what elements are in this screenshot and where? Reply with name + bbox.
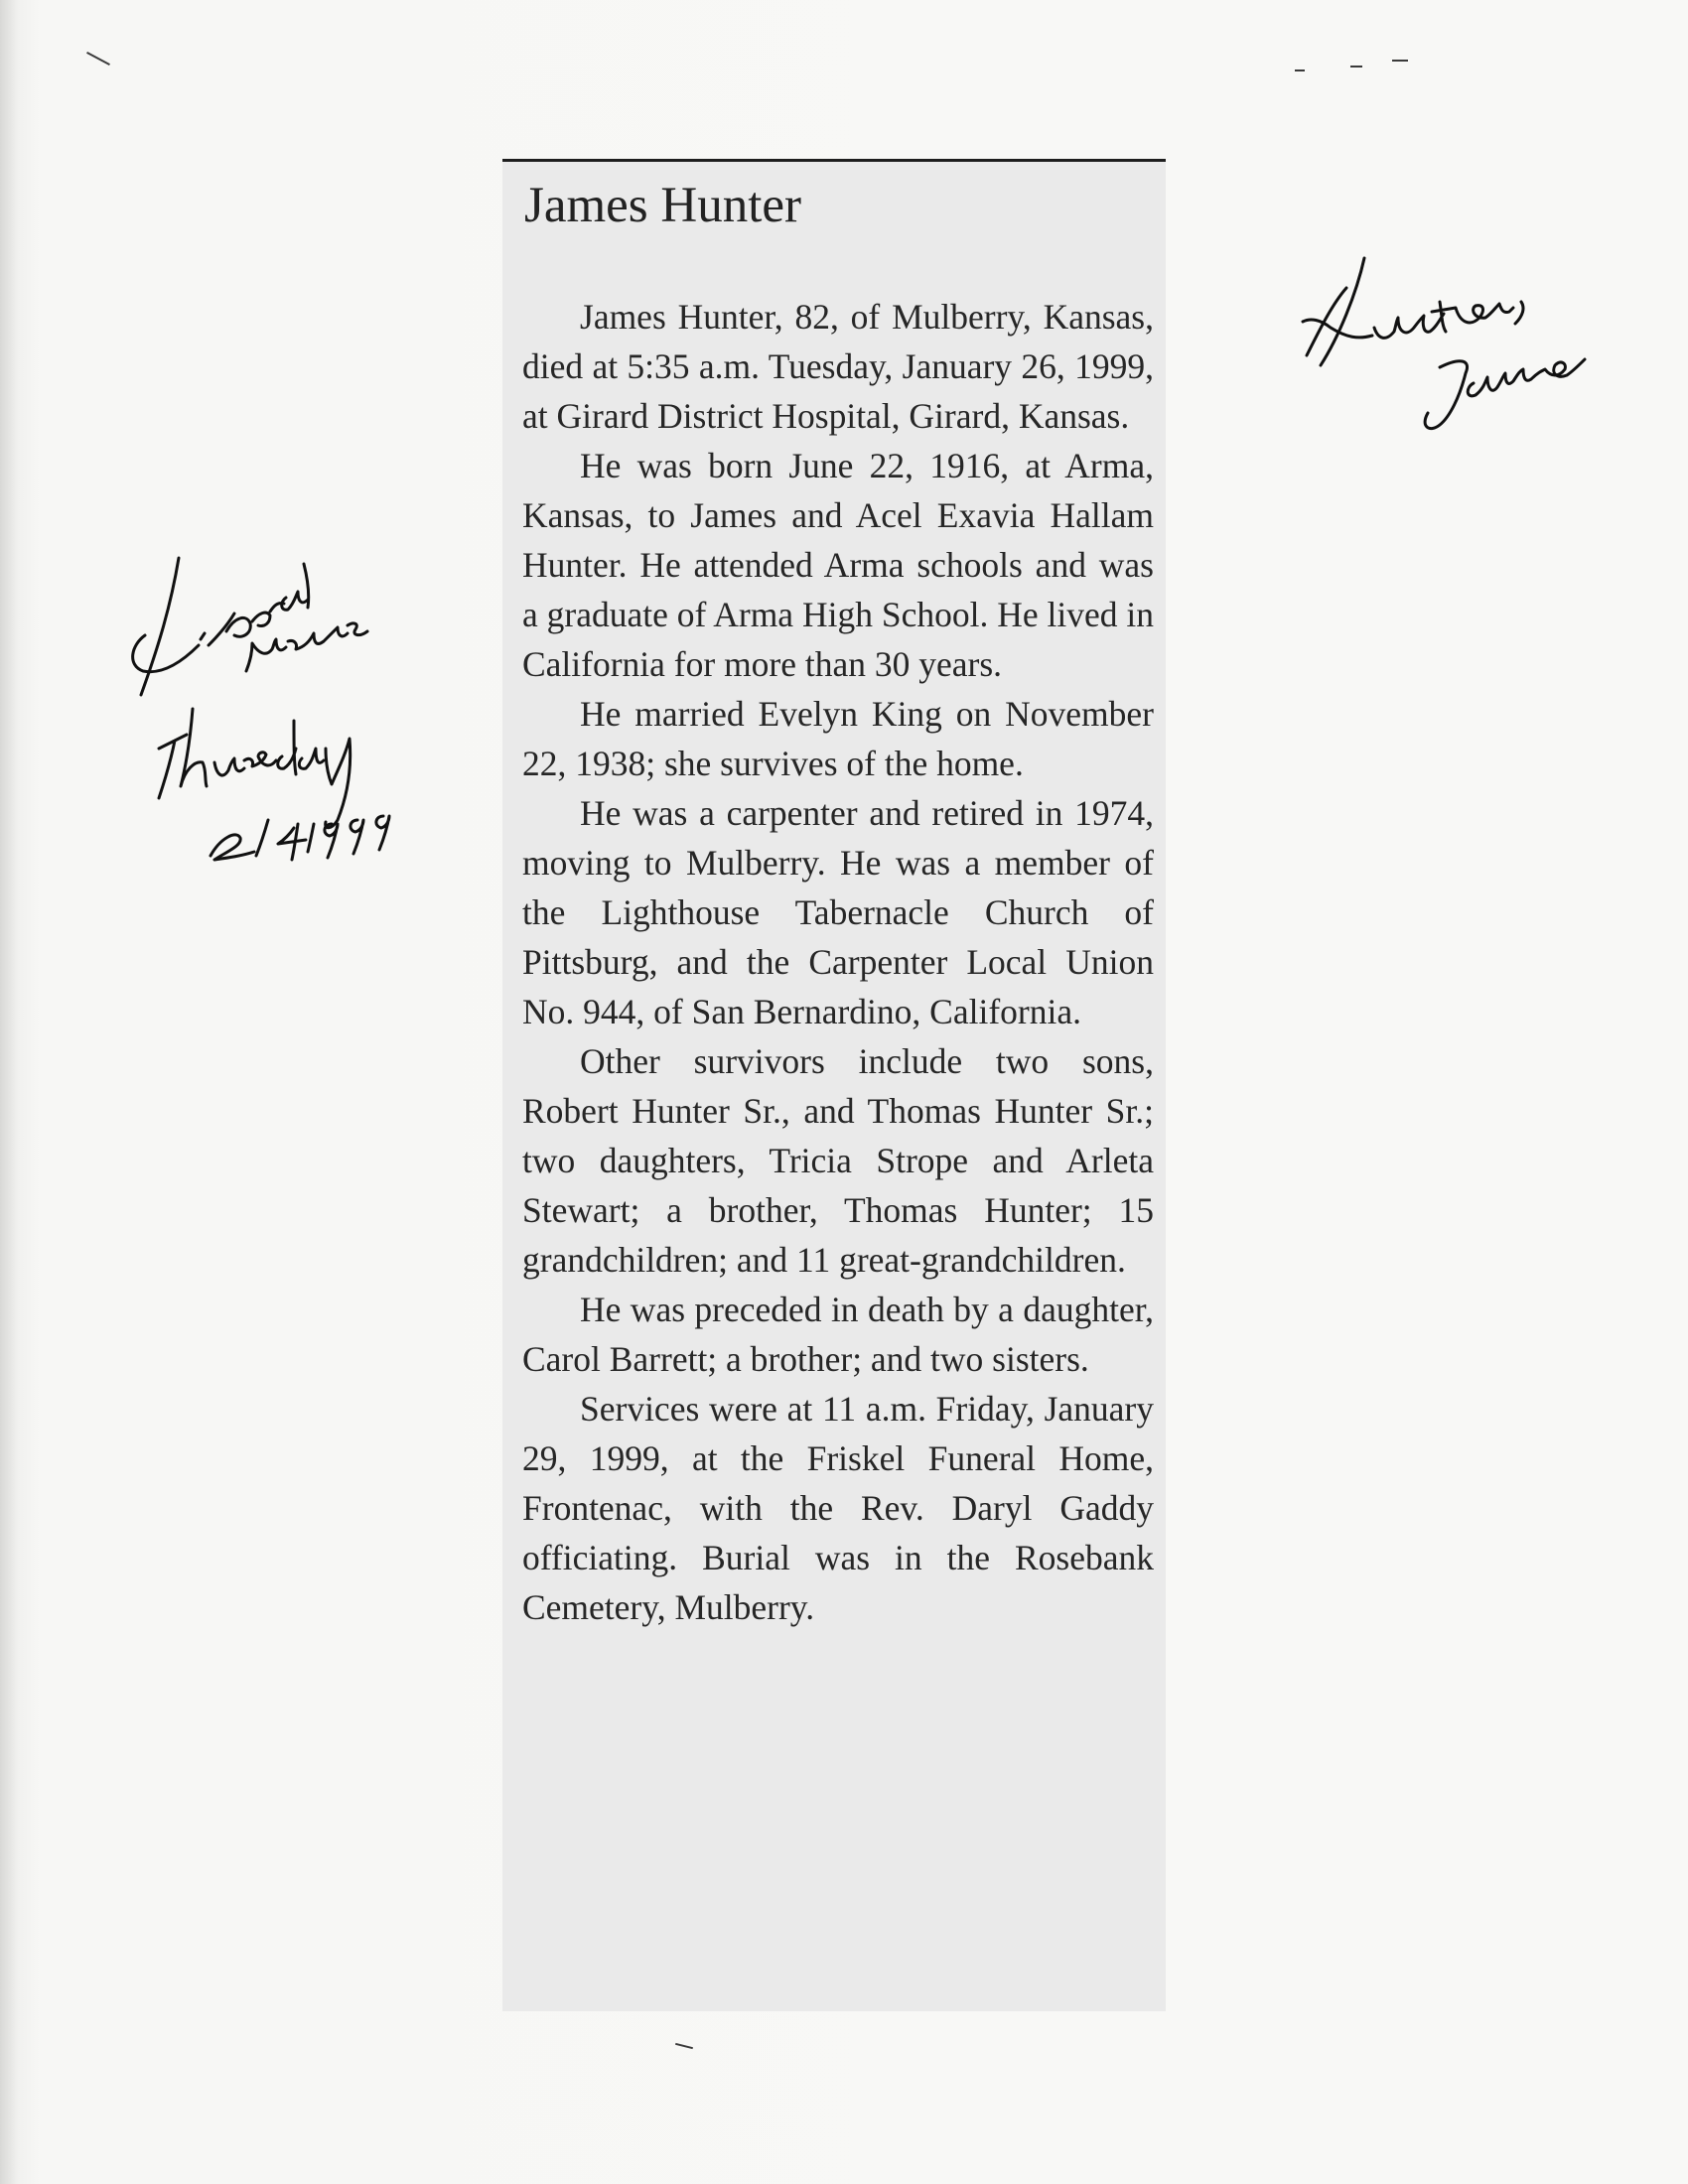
obituary-paragraph: He was a carpenter and retired in 1974, moving to Mulberry. He was a member of the Lighthouse Tabernacle Church of Pittsburg, and the Carpenter Local Union No. 944, of San Bernardino, California. [522, 793, 1154, 1031]
scan-speck [675, 2043, 693, 2049]
obituary-paragraph: Services were at 11 a.m. Friday, January 29, 1999, at the Friskel Funeral Home, Frontenac, with the Rev. Daryl Gaddy officiating. Burial was in the Rosebank Cemetery, Mulberry. [522, 1389, 1154, 1627]
headline-rule [502, 159, 1166, 162]
obituary-headline: James Hunter [524, 178, 802, 233]
obituary-paragraph: He married Evelyn King on November 22, 1938; she survives of the home. [522, 694, 1154, 783]
scan-speck [1350, 66, 1362, 68]
obituary-paragraph: Other survivors include two sons, Robert Hunter Sr., and Thomas Hunter Sr.; two daughters, Tricia Strope and Arleta Stewart; a brother, Thomas Hunter; 15 grandchildren; and 11 great-grandchildren. [522, 1041, 1154, 1280]
scan-speck [86, 52, 110, 66]
obituary-paragraph: He was born June 22, 1916, at Arma, Kansas, to James and Acel Exavia Hallam Hunter. He attended Arma schools and was a graduate of Arma High School. He lived in California for more than 30 years. [522, 446, 1154, 684]
obituary-paragraph: He was preceded in death by a daughter, Carol Barrett; a brother; and two sisters. [522, 1290, 1154, 1379]
obituary-body [522, 292, 1154, 1632]
scan-speck [1392, 60, 1408, 62]
obituary-paragraph: James Hunter, 82, of Mulberry, Kansas, died at 5:35 a.m. Tuesday, January 26, 1999, at Girard District Hospital, Girard, Kansas. [522, 297, 1154, 436]
scan-speck [1295, 69, 1305, 71]
handwritten-source-note [119, 536, 407, 864]
handwritten-filing-name [1291, 248, 1599, 447]
